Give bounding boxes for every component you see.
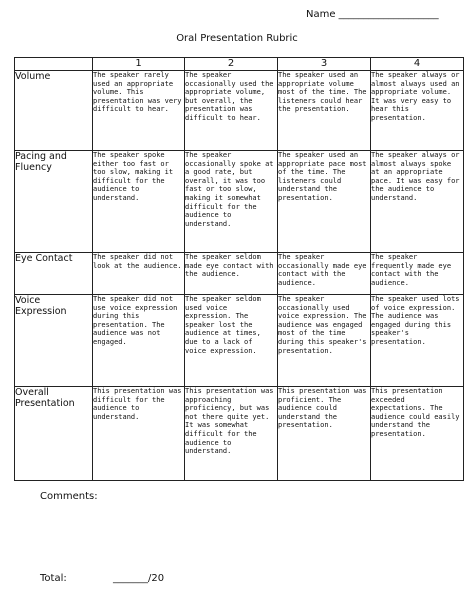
score-1-description: The speaker did not look at the audience. bbox=[93, 253, 185, 295]
column-header-blank bbox=[15, 58, 93, 71]
column-header-2: 2 bbox=[185, 58, 278, 71]
score-3-description: The speaker used an appropriate volume most of the time. The listeners could hear the presentation. bbox=[278, 71, 371, 151]
score-blank: _______/20 bbox=[113, 573, 165, 584]
score-1-description: The speaker spoke either too fast or too slow, making it difficult for the audience to understand. bbox=[93, 151, 185, 253]
score-3-description: The speaker occasionally used voice expression. The audience was engaged most of the time during this speaker's presentation. bbox=[278, 295, 371, 387]
score-1-description: The speaker did not use voice expression during this presentation. The audience was not engaged. bbox=[93, 295, 185, 387]
score-4-description: The speaker used lots of voice expression. The audience was engaged during this speaker's presentation. bbox=[371, 295, 464, 387]
score-4-description: The speaker always or almost always spoke at an appropriate pace. It was easy for the audience to understand. bbox=[371, 151, 464, 253]
header-row bbox=[15, 58, 464, 71]
column-header-4: 4 bbox=[371, 58, 464, 71]
score-2-description: This presentation was approaching proficiency, but was not there quite yet. It was somewhat difficult for the audience to understand. bbox=[185, 387, 278, 481]
criterion-label: Volume bbox=[15, 71, 93, 151]
name-line: Name ____________________ bbox=[306, 9, 439, 20]
score-2-description: The speaker occasionally used the appropriate volume, but overall, the presentation was difficult to hear. bbox=[185, 71, 278, 151]
column-header-3: 3 bbox=[278, 58, 371, 71]
score-3-description: The speaker used an appropriate pace most of the time. The listeners could understand the presentation. bbox=[278, 151, 371, 253]
score-4-description: This presentation exceeded expectations. The audience could easily understand the presentation. bbox=[371, 387, 464, 481]
column-header-1: 1 bbox=[93, 58, 185, 71]
score-3-description: The speaker occasionally made eye contact with the audience. bbox=[278, 253, 371, 295]
row-voice-expression bbox=[15, 295, 464, 387]
criterion-label: Eye Contact bbox=[15, 253, 93, 295]
criterion-label: Voice Expression bbox=[15, 295, 93, 387]
score-1-description: This presentation was difficult for the audience to understand. bbox=[93, 387, 185, 481]
criterion-label: Pacing and Fluency bbox=[15, 151, 93, 253]
row-volume bbox=[15, 71, 464, 151]
score-2-description: The speaker seldom used voice expression. The speaker lost the audience at times, due to a lack of voice expression. bbox=[185, 295, 278, 387]
total-label: Total: bbox=[40, 573, 67, 584]
score-1-description: The speaker rarely used an appropriate volume. This presentation was very difficult to hear. bbox=[93, 71, 185, 151]
page-title: Oral Presentation Rubric bbox=[176, 33, 298, 44]
comments-label: Comments: bbox=[40, 491, 98, 502]
score-2-description: The speaker seldom made eye contact with the audience. bbox=[185, 253, 278, 295]
criterion-label: Overall Presentation bbox=[15, 387, 93, 481]
score-4-description: The speaker always or almost always used an appropriate volume. It was very easy to hear this presentation. bbox=[371, 71, 464, 151]
score-4-description: The speaker frequently made eye contact with the audience. bbox=[371, 253, 464, 295]
row-pacing-fluency bbox=[15, 151, 464, 253]
score-2-description: The speaker occasionally spoke at a good rate, but overall, it was too fast or too slow, making it somewhat difficult for the audience to understand. bbox=[185, 151, 278, 253]
row-overall-presentation bbox=[15, 387, 464, 481]
row-eye-contact bbox=[15, 253, 464, 295]
score-3-description: This presentation was proficient. The audience could understand the presentation. bbox=[278, 387, 371, 481]
rubric-table bbox=[14, 57, 464, 481]
